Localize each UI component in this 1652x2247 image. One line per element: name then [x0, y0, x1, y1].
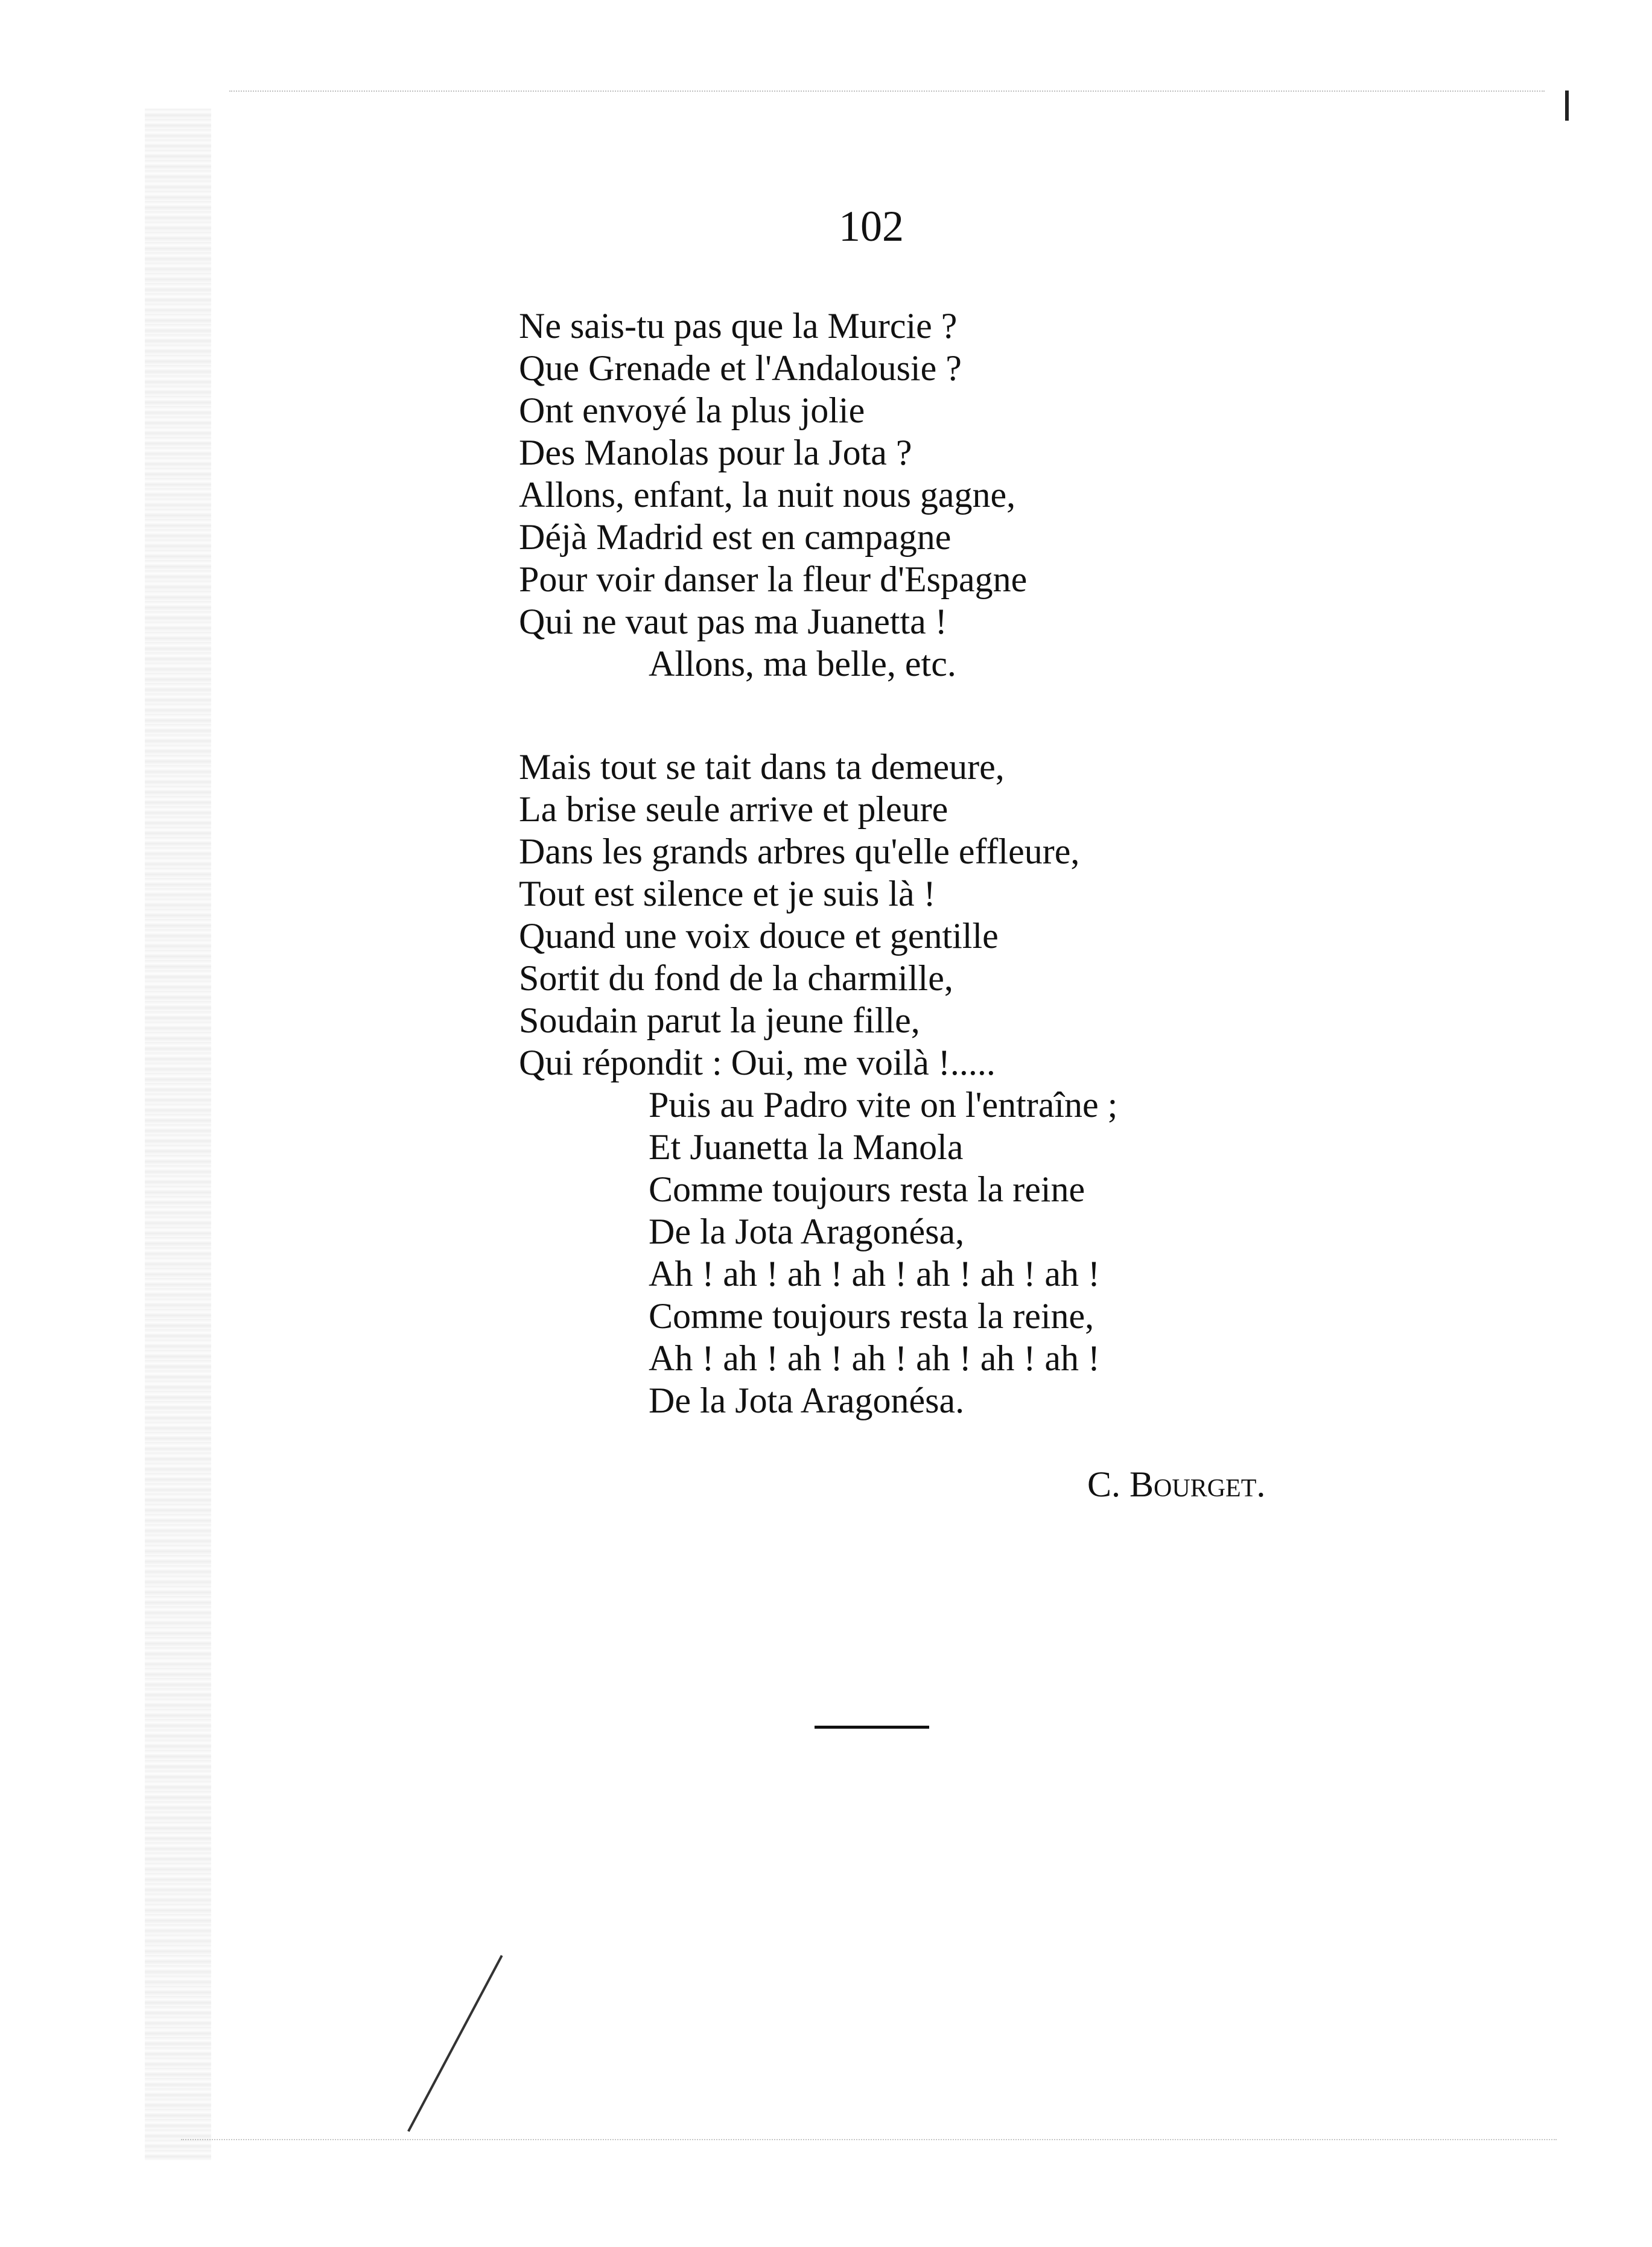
verse-line: Mais tout se tait dans ta demeure,	[519, 747, 1005, 787]
verse-line: Dans les grands arbres qu'elle effleure,	[519, 831, 1080, 871]
top-scan-edge	[229, 91, 1545, 93]
verse-line: Pour voir danser la fleur d'Espagne	[519, 559, 1028, 599]
verse-line: De la Jota Aragonésa.	[649, 1381, 965, 1420]
verse-line: Quand une voix douce et gentille	[519, 916, 999, 956]
stanza-2	[519, 746, 1117, 1422]
stanza-1	[519, 305, 1027, 685]
verse-line: Ah ! ah ! ah ! ah ! ah ! ah ! ah !	[649, 1338, 1100, 1378]
verse-line: Ne sais-tu pas que la Murcie ?	[519, 306, 958, 346]
verse-line: Que Grenade et l'Andalousie ?	[519, 348, 962, 388]
verse-line: Allons, enfant, la nuit nous gagne,	[519, 475, 1016, 515]
author-surname: Bourget.	[1129, 1464, 1266, 1504]
verse-line: Puis au Padro vite on l'entraîne ;	[649, 1085, 1118, 1125]
verse-line: Tout est silence et je suis là !	[519, 874, 936, 914]
bottom-scan-edge	[181, 2139, 1557, 2141]
stray-pencil-mark	[407, 1955, 503, 2132]
verse-line: Des Manolas pour la Jota ?	[519, 433, 912, 472]
verse-line: Ah ! ah ! ah ! ah ! ah ! ah ! ah !	[649, 1254, 1100, 1294]
verse-line: Qui répondit : Oui, me voilà !.....	[519, 1043, 996, 1082]
verse-line: Ont envoyé la plus jolie	[519, 390, 865, 430]
verse-line: Soudain parut la jeune fille,	[519, 1000, 920, 1040]
verse-line: Allons, ma belle, etc.	[649, 644, 956, 684]
verse-line: La brise seule arrive et pleure	[519, 789, 948, 829]
verse-line: Comme toujours resta la reine,	[649, 1296, 1094, 1336]
margin-mark	[1565, 91, 1569, 121]
scanned-binding-edge	[145, 109, 211, 2160]
verse-line: Sortit du fond de la charmille,	[519, 958, 953, 998]
author-initial: C.	[1087, 1464, 1121, 1504]
verse-line: Qui ne vaut pas ma Juanetta !	[519, 602, 947, 641]
page-number: 102	[839, 202, 904, 250]
verse-line: Comme toujours resta la reine	[649, 1169, 1085, 1209]
verse-line: De la Jota Aragonésa,	[649, 1212, 965, 1251]
verse-line: Déjà Madrid est en campagne	[519, 517, 951, 557]
verse-line: Et Juanetta la Manola	[649, 1127, 964, 1167]
author-signature	[1087, 1463, 1265, 1505]
end-rule	[815, 1726, 929, 1729]
